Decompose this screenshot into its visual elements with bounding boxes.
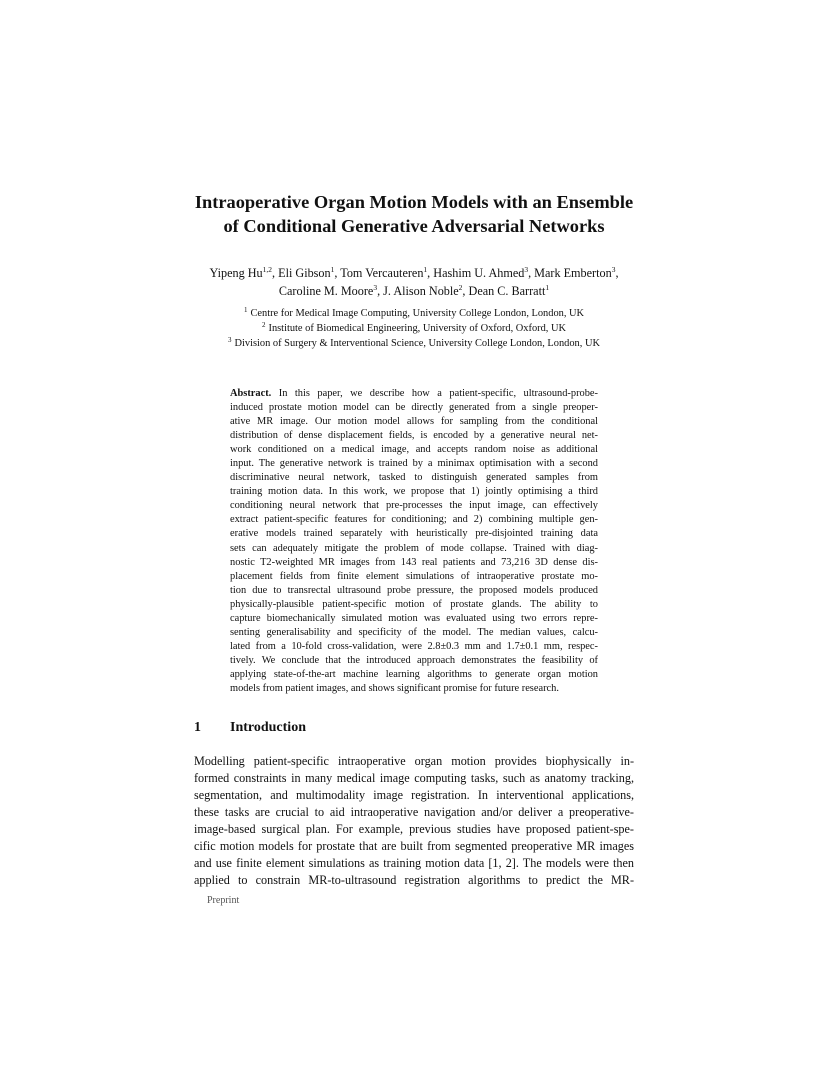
abstract-line: applying state-of-the-art machine learning algorithms to generate organ motion: [230, 668, 598, 680]
author-name: Yipeng Hu: [209, 266, 263, 280]
abstract-label: Abstract.: [230, 388, 272, 399]
abstract-line: ative MR image. Our motion model allows for sampling from the conditional: [230, 416, 598, 428]
introduction-body: [194, 753, 634, 889]
abstract-line: senting generalisability and specificity of the model. The median values, calcu-: [230, 626, 598, 638]
abstract-line: [230, 387, 598, 401]
affiliation-text: Centre for Medical Image Computing, University College London, London, UK: [250, 308, 585, 319]
title-line-1: Intraoperative Organ Motion Models with an Ensemble: [194, 192, 634, 212]
author-separator: ,: [615, 266, 619, 280]
abstract-line: tively. We conclude that the introduced approach demonstrates the feasibility of: [230, 654, 598, 666]
body-line: applied to constrain MR-to-ultrasound registration algorithms to predict the MR-: [194, 873, 634, 887]
abstract-line: input. The generative network is trained by a minimax optimisation with a second: [230, 458, 598, 470]
abstract-line: distribution of dense displacement fields, is encoded by a generative neural net-: [230, 430, 598, 442]
author-separator: ,: [272, 266, 279, 280]
affiliation: [150, 321, 678, 336]
abstract-line: work conditioned on a medical image, and accepts random noise as additional: [230, 444, 598, 456]
abstract-line: conditioning neural network that pre-processes the input image, can effectively: [230, 500, 598, 512]
author-affiliation-mark: 3: [611, 265, 616, 274]
affiliation: [150, 306, 678, 321]
abstract-line: discriminative neural network, tasked to distinguish generated samples from: [230, 472, 598, 484]
affiliation-mark: 1: [243, 306, 248, 314]
abstract-line: extract patient-specific features for conditioning; and 2) combining multiple gen-: [230, 514, 598, 526]
body-line: image-based surgical plan. For example, previous studies have proposed patient-spe-: [194, 822, 634, 836]
author-name: Mark Emberton: [534, 266, 612, 280]
author-line-2: [150, 283, 678, 301]
body-line: these tasks are crucial to aid intraoperative navigation and/or deliver a preoperative-: [194, 805, 634, 819]
affiliation: [150, 336, 678, 351]
author-separator: ,: [377, 283, 384, 298]
body-line: and use finite element simulations as training motion data [1, 2]. The models were then: [194, 856, 634, 870]
author-list: [150, 265, 678, 300]
author-affiliation-mark: 1: [330, 265, 335, 274]
author-affiliation-mark: 2: [458, 282, 463, 292]
author-name: Caroline M. Moore: [278, 283, 374, 298]
author-name: Tom Vercauteren: [340, 266, 424, 280]
author-affiliation-mark: 1: [545, 282, 550, 292]
affiliation-text: Institute of Biomedical Engineering, University of Oxford, Oxford, UK: [268, 323, 566, 334]
section-heading: [194, 719, 306, 737]
affiliation-mark: 3: [228, 336, 232, 344]
author-affiliation-mark: 3: [373, 282, 378, 292]
affiliation-list: [150, 306, 678, 351]
body-line: cific motion models for prostate that are built from segmented preoperative MR images: [194, 839, 634, 853]
body-line: segmentation, and multimodality image registration. In interventional applications,: [194, 788, 634, 802]
abstract-line: induced prostate motion model can be directly generated from a single preoper-: [230, 402, 598, 414]
author-name: Dean C. Barratt: [468, 283, 546, 298]
footer-note: Preprint: [207, 895, 240, 906]
abstract-line: lated from a 10-fold cross-validation, were 2.8±0.3 mm and 1.7±0.1 mm, respec-: [230, 640, 598, 652]
author-separator: ,: [462, 283, 469, 298]
section-title: Introduction: [230, 720, 306, 735]
section-number: 1: [194, 720, 201, 735]
author-separator: ,: [427, 266, 434, 280]
author-name: Eli Gibson: [278, 266, 331, 280]
abstract-line: tion due to transrectal ultrasound probe pressure, the proposed models produced: [230, 584, 598, 596]
affiliation-mark: 2: [261, 321, 266, 329]
abstract: [230, 387, 598, 696]
abstract-line: nostic T2-weighted MR images from 143 real patients and 73,216 3D dense dis-: [230, 556, 598, 568]
abstract-line: models from patient images, and shows significant promise for future research.: [230, 682, 559, 694]
paper-title: [150, 190, 678, 238]
title-line-2: of Conditional Generative Adversarial Networks: [223, 216, 605, 236]
abstract-line: placement fields from finite element simulations of intraoperative prostate mo-: [230, 570, 598, 582]
author-separator: ,: [528, 266, 535, 280]
abstract-line: training motion data. In this work, we propose that 1) jointly optimising a third: [230, 486, 598, 498]
author-separator: ,: [334, 266, 341, 280]
affiliation-text: Division of Surgery & Interventional Science, University College London, London, UK: [234, 338, 600, 349]
author-affiliation-mark: 1: [423, 265, 428, 274]
author-affiliation-mark: 1,2: [262, 265, 273, 274]
author-affiliation-mark: 3: [524, 265, 529, 274]
author-line-1: [150, 265, 678, 283]
abstract-line: erative models trained separately with heuristically pre-disjointed training data: [230, 528, 598, 540]
abstract-line: physically-plausible patient-specific motion of prostate glands. The ability to: [230, 598, 598, 610]
author-name: J. Alison Noble: [383, 283, 459, 298]
author-name: Hashim U. Ahmed: [433, 266, 525, 280]
abstract-first-line-text: In this paper, we describe how a patient-specific, ultrasound-probe-: [278, 388, 598, 399]
body-line: Modelling patient-specific intraoperative organ motion provides biophysically in-: [194, 754, 634, 768]
abstract-line: capture biomechanically simulated motion was evaluated using two errors repre-: [230, 612, 598, 624]
abstract-line: sets can adequately mitigate the problem of mode collapse. Trained with diag-: [230, 542, 598, 554]
body-line: formed constraints in many medical image computing tasks, such as anatomy tracking,: [194, 771, 634, 785]
